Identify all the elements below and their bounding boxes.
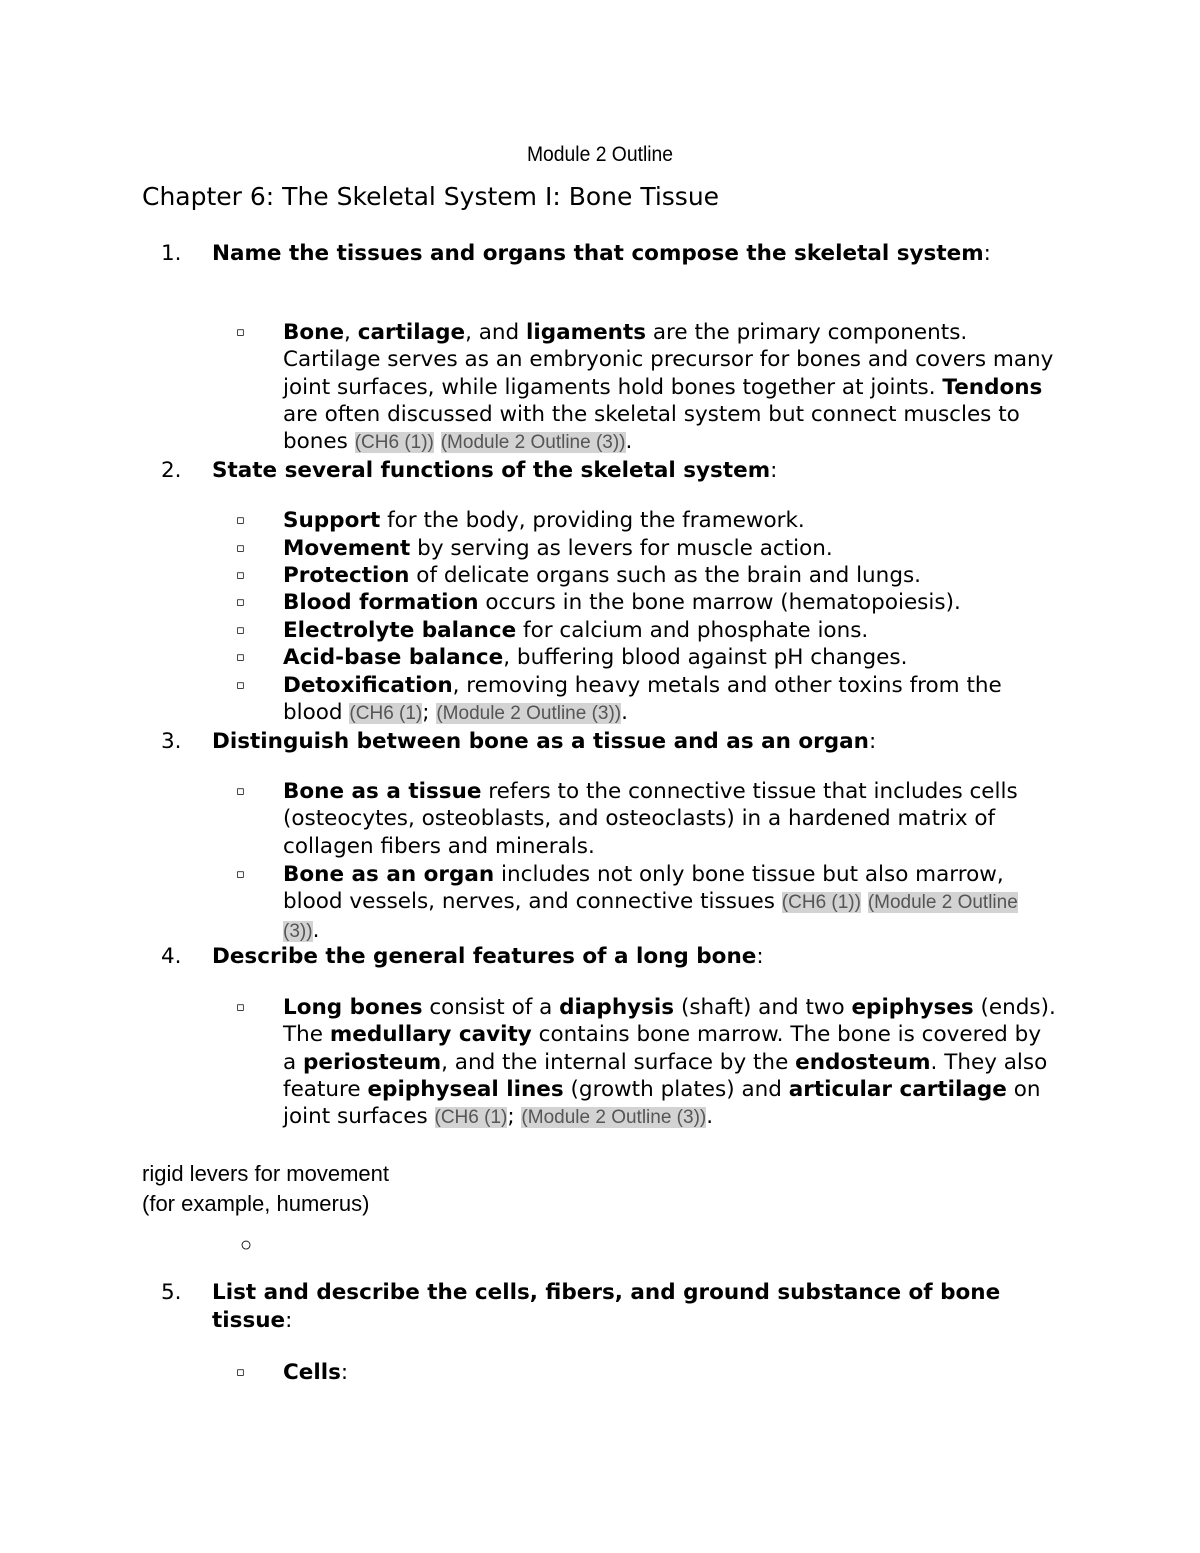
term: periosteum	[303, 1049, 442, 1075]
text: consist of a	[422, 995, 560, 1020]
question-colon: :	[770, 458, 778, 483]
term: Acid-base balance	[283, 645, 504, 670]
circle-icon: ○	[240, 1234, 253, 1256]
list-item	[236, 994, 1056, 1131]
bullet-icon: ▫	[236, 1365, 245, 1380]
question-1	[161, 240, 1041, 268]
question-text: Distinguish between bone as a tissue and as an organ	[212, 729, 869, 754]
list-item	[236, 1359, 1056, 1386]
term: Protection	[283, 563, 410, 588]
bullet-icon: ▫	[236, 867, 245, 882]
text: are the primary components. Cartilage serves as an embryonic precursor for bones and covers many joint surfaces, while ligaments hold bones together at joints.	[283, 320, 1054, 400]
text: are often discussed with the skeletal system but connect muscles to bones	[283, 401, 1020, 455]
question-number: 1.	[161, 241, 182, 266]
citation-link[interactable]: (Module 2 Outline (3))	[283, 892, 1018, 942]
term: Bone as a tissue	[283, 779, 482, 804]
text: ,	[344, 320, 358, 345]
text: on joint surfaces	[283, 1076, 1041, 1130]
citation-link[interactable]: (Module 2 Outline (3))	[440, 432, 626, 454]
term: Detoxification	[283, 673, 453, 698]
question-5	[161, 1279, 1041, 1335]
text: :	[340, 1360, 349, 1385]
term: diaphysis	[559, 995, 675, 1020]
citation-link[interactable]: (Module 2 Outline (3))	[521, 1107, 707, 1129]
term: Tendons	[942, 374, 1043, 400]
page-header: Module 2 Outline	[526, 143, 674, 166]
term: Bone	[283, 320, 345, 345]
text	[861, 889, 868, 914]
list-item	[236, 644, 1056, 671]
list-item	[236, 535, 1056, 562]
question-colon: :	[285, 1308, 293, 1333]
list-item	[236, 507, 1056, 534]
text: .	[312, 917, 320, 943]
text: .	[706, 1104, 714, 1130]
text: ;	[422, 700, 437, 726]
question-colon: :	[983, 241, 991, 266]
text: of delicate organs such as the brain and lungs.	[409, 563, 921, 588]
list-item	[236, 589, 1056, 616]
list-item	[236, 562, 1056, 589]
term: Support	[283, 508, 381, 533]
bullet-icon: ▫	[236, 513, 245, 528]
bullet-icon: ▫	[236, 595, 245, 610]
text: . They also feature	[283, 1049, 1048, 1102]
term: Movement	[283, 536, 411, 561]
question-3	[161, 728, 1041, 756]
text: , and the internal surface by the	[441, 1049, 796, 1075]
question-text: State several functions of the skeletal system	[212, 458, 771, 483]
text	[434, 429, 441, 454]
term: cartilage	[357, 320, 466, 345]
chapter-title: Chapter 6: The Skeletal System I: Bone Tissue	[142, 182, 720, 211]
question-colon: :	[868, 729, 877, 754]
text: contains bone marrow. The bone is covered by a	[283, 1022, 1042, 1075]
citation-link[interactable]: (CH6 (1)	[349, 703, 423, 725]
question-number: 4.	[161, 944, 182, 969]
bullet-icon: ▫	[236, 678, 245, 693]
term: ligaments	[526, 320, 647, 345]
term: Blood formation	[283, 590, 479, 615]
citation-link[interactable]: (CH6 (1))	[354, 432, 434, 454]
text: , buffering blood against pH changes.	[503, 645, 908, 670]
question-number: 2.	[161, 458, 182, 483]
term: epiphyses	[851, 995, 974, 1020]
list-item	[236, 672, 1056, 728]
list-item	[236, 617, 1056, 644]
term: endosteum	[795, 1049, 931, 1075]
text: by serving as levers for muscle action.	[410, 536, 833, 561]
text: (shaft) and two	[674, 995, 852, 1020]
question-2	[161, 457, 1041, 485]
bullet-icon: ▫	[236, 568, 245, 583]
term: medullary cavity	[329, 1022, 532, 1048]
term: Long bones	[283, 995, 423, 1020]
term: articular cartilage	[788, 1076, 1007, 1102]
list-item	[236, 778, 1056, 860]
text: refers to the connective tissue that includes cells (osteocytes, osteoblasts, and osteoclasts) in a hardened matrix of collagen fibers and minerals.	[283, 779, 1018, 859]
text: (growth plates) and	[563, 1076, 789, 1102]
text: occurs in the bone marrow (hematopoiesis).	[478, 590, 961, 615]
text: for calcium and phosphate ions.	[516, 618, 869, 643]
bullet-icon: ▫	[236, 541, 245, 556]
loose-text-line: (for example, humerus)	[142, 1191, 370, 1216]
term: Electrolyte balance	[283, 618, 517, 643]
question-4	[161, 943, 1041, 971]
question-text: Describe the general features of a long bone	[212, 944, 757, 969]
list-item	[236, 861, 1056, 945]
question-number: 3.	[161, 729, 182, 754]
text: for the body, providing the framework.	[380, 508, 805, 533]
text: , removing heavy metals and other toxins from the blood	[283, 673, 1002, 726]
question-text: Name the tissues and organs that compose the skeletal system	[212, 241, 984, 266]
term: epiphyseal lines	[367, 1076, 564, 1102]
text: , and	[465, 320, 527, 345]
citation-link[interactable]: (CH6 (1))	[781, 892, 861, 914]
bullet-icon: ▫	[236, 325, 245, 340]
question-text: List and describe the cells, fibers, and ground substance of bone tissue	[212, 1280, 1001, 1333]
bullet-icon: ▫	[236, 1000, 245, 1015]
question-colon: :	[756, 944, 764, 969]
term: Bone as an organ	[283, 862, 495, 887]
term: Cells	[283, 1360, 341, 1385]
text: (ends). The	[283, 995, 1056, 1048]
text: includes not only bone tissue but also marrow, blood vessels, nerves, and connective tissues	[283, 862, 1004, 915]
question-number: 5.	[161, 1280, 182, 1305]
list-item	[236, 319, 1056, 456]
bullet-icon: ▫	[236, 650, 245, 665]
text: .	[625, 429, 633, 455]
text: .	[621, 700, 628, 726]
bullet-icon: ▫	[236, 623, 245, 638]
citation-link[interactable]: (CH6 (1)	[434, 1107, 508, 1129]
text: ;	[507, 1104, 522, 1130]
bullet-icon: ▫	[236, 784, 245, 799]
citation-link[interactable]: (Module 2 Outline (3))	[436, 703, 622, 725]
loose-text-line: rigid levers for movement	[142, 1161, 389, 1186]
